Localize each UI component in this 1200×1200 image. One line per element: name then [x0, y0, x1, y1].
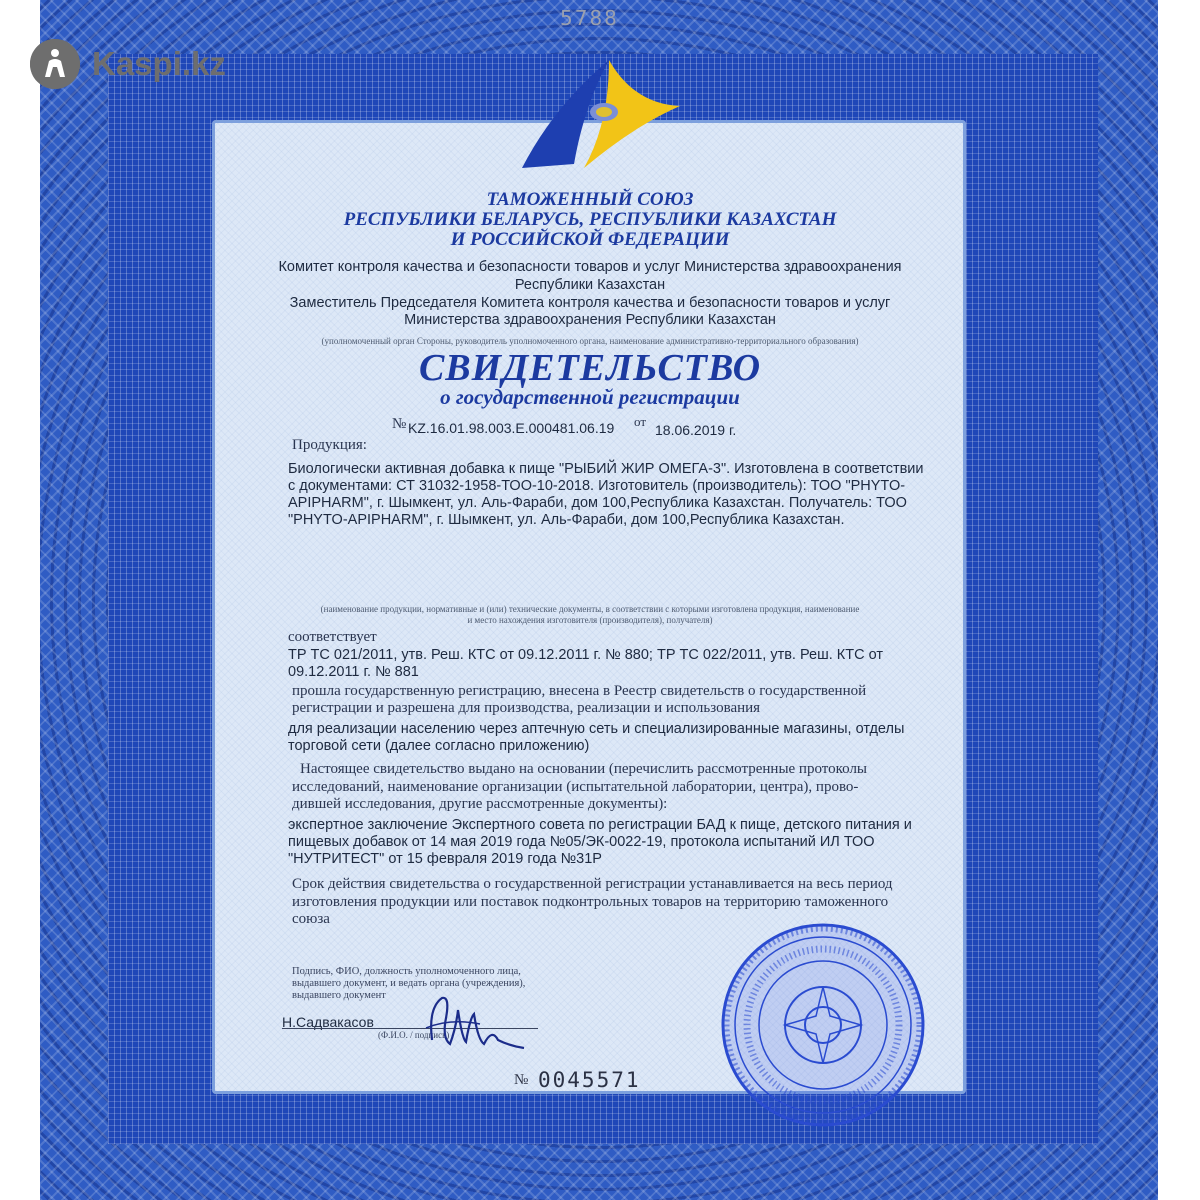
authority-caption: (уполномоченный орган Стороны, руководитель уполномоченного органа, наименование административно-территориального образования) — [321, 336, 859, 346]
basis-doc-line-2: пищевых добавок от 14 мая 2019 года №05/ЭК-0022-19, протокола испытаний ИЛ ТОО — [288, 834, 875, 850]
authority-line-4: Министерства здравоохранения Республики Казахстан — [404, 312, 776, 328]
conformity-line-2: 09.12.2011 г. № 881 — [288, 664, 419, 680]
product-caption-1: (наименование продукции, нормативные и (или) технические документы, в соответствии с которыми изготовлена продукция, наименование — [320, 604, 860, 614]
product-line-1: Биологически активная добавка к пище "РЫБИЙ ЖИР ОМЕГА-3". Изготовлена в соответствии — [288, 461, 924, 477]
handwritten-signature — [420, 988, 530, 1063]
signatory-name: Н.Садвакасов — [282, 1014, 374, 1030]
handwritten-number: 5788 — [560, 6, 619, 30]
header-line-3: И РОССИЙСКОЙ ФЕДЕРАЦИИ — [450, 229, 730, 250]
signature-caption-1: Подпись, ФИО, должность уполномоченного лица, — [292, 966, 521, 977]
kaspi-logo-icon — [30, 39, 80, 89]
usage-line-1: для реализации населению через аптечную сеть и специализированные магазины, отделы — [288, 721, 905, 737]
reg-number-label: № — [392, 416, 407, 432]
validity-line-3: союза — [292, 911, 330, 927]
validity-line-2: изготовления продукции или поставок подконтрольных товаров на территорию таможенного — [292, 894, 889, 910]
signature-caption-3: выдавшего документ — [292, 990, 386, 1001]
header-line-1: ТАМОЖЕННЫЙ СОЮЗ — [486, 189, 694, 210]
kaspi-brand-text: Kaspi.kz — [92, 45, 226, 82]
reg-date: 18.06.2019 г. — [655, 422, 737, 438]
certificate-title: СВИДЕТЕЛЬСТВО — [418, 347, 762, 389]
conformity-line-1: ТР ТС 021/2011, утв. Реш. КТС от 09.12.2011 г. № 880; ТР ТС 022/2011, утв. Реш. КТС от — [288, 647, 883, 663]
authority-line-1: Комитет контроля качества и безопасности товаров и услуг Министерства здравоохранения — [278, 259, 902, 275]
basis-doc-line-3: "НУТРИТЕСТ" от 15 февраля 2019 года №31Р — [288, 851, 602, 867]
serial-number: 0045571 — [538, 1068, 641, 1092]
customs-union-logo — [514, 46, 684, 181]
usage-line-2: торговой сети (далее согласно приложению) — [288, 738, 590, 754]
conformity-label: соответствует — [288, 629, 377, 645]
signature-line-caption: (Ф.И.О. / подпись) — [378, 1030, 450, 1040]
header-line-2: РЕСПУБЛИКИ БЕЛАРУСЬ, РЕСПУБЛИКИ КАЗАХСТАН — [343, 209, 837, 230]
certificate-subtitle: о государственной регистрации — [440, 385, 740, 409]
serial-number-label: № — [514, 1072, 529, 1088]
registered-line-1: прошла государственную регистрацию, внесена в Реестр свидетельств о государственной — [292, 683, 867, 699]
kaspi-watermark — [30, 38, 226, 90]
product-line-2: с документами: СТ 31032-1958-ТОО-10-2018. Изготовитель (производитель): ТОО "PHYTO- — [288, 478, 906, 494]
official-stamp — [718, 920, 928, 1130]
authority-line-3: Заместитель Председателя Комитета контроля качества и безопасности товаров и услуг — [289, 295, 891, 311]
product-label: Продукция: — [292, 437, 367, 453]
product-line-4: "PHYTO-APIPHARM", г. Шымкент, ул. Аль-Фараби, дом 100,Республика Казахстан. — [288, 512, 845, 528]
product-line-3: APIPHARM", г. Шымкент, ул. Аль-Фараби, дом 100,Республика Казахстан. Получатель: ТОО — [288, 495, 907, 511]
basis-doc-line-1: экспертное заключение Экспертного совета по регистрации БАД к пище, детского питания и — [288, 817, 912, 833]
signature-caption-2: выдавшего документ, и ведать органа (учреждения), — [292, 978, 526, 989]
authority-line-2: Республики Казахстан — [514, 277, 666, 293]
basis-line-1: Настоящее свидетельство выдано на основании (перечислить рассмотренные протоколы — [300, 761, 868, 777]
product-caption-2: и место нахождения изготовителя (производителя), получателя) — [467, 615, 713, 625]
reg-number: KZ.16.01.98.003.E.000481.06.19 — [408, 420, 615, 436]
reg-date-label: от — [634, 414, 647, 429]
basis-line-2: исследований, наименование организации (испытательной лаборатории, центра), прово- — [292, 779, 859, 795]
registered-line-2: регистрации и разрешена для производства, реализации и использования — [292, 700, 761, 716]
validity-line-1: Срок действия свидетельства о государственной регистрации устанавливается на весь период — [292, 876, 893, 892]
basis-line-3: дившей исследования, другие рассмотренные документы): — [292, 796, 668, 812]
